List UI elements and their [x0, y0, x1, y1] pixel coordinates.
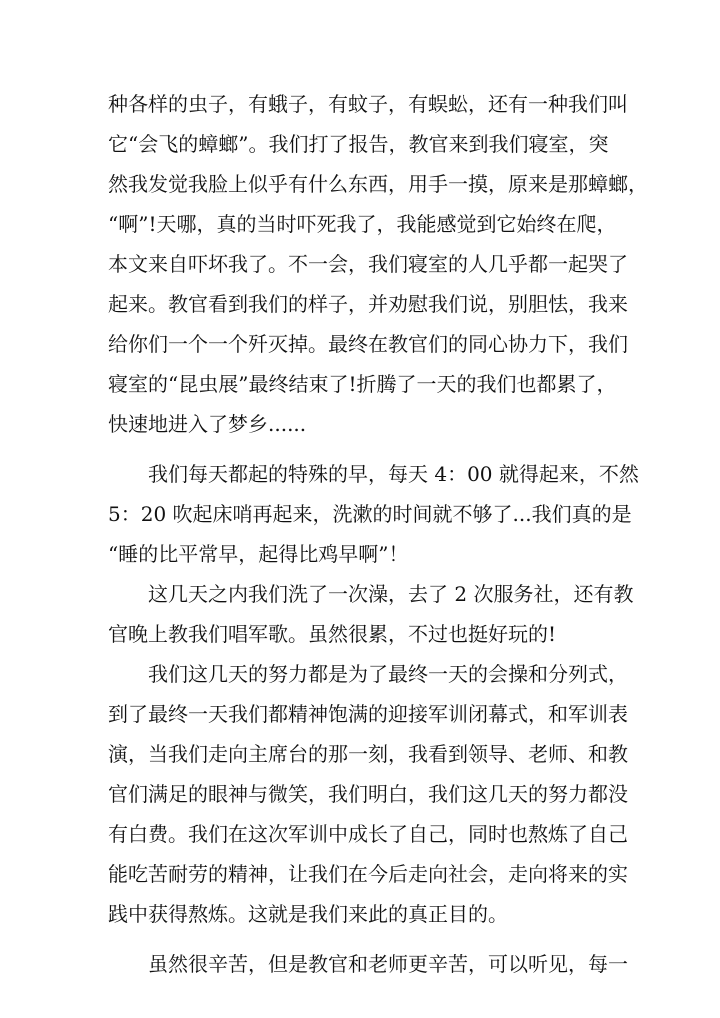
- text-line: 虽然很辛苦，但是教官和老师更辛苦，可以听见，每一: [148, 952, 628, 976]
- text-line: 5：20 吹起床哨再起来，洗漱的时间就不够了...我们真的是: [108, 502, 632, 526]
- text-line: 我们这几天的努力都是为了最终一天的会操和分列式，: [148, 662, 628, 686]
- text-line: “啊”!天哪，真的当时吓死我了，我能感觉到它始终在爬，: [108, 212, 617, 236]
- text-line: 有白费。我们在这次军训中成长了自己，同时也熬炼了自己: [108, 822, 628, 846]
- text-line: 到了最终一天我们都精神饱满的迎接军训闭幕式，和军训表: [108, 702, 628, 726]
- text-line: 能吃苦耐劳的精神，让我们在今后走向社会，走向将来的实: [108, 862, 628, 886]
- text-line: 官们满足的眼神与微笑，我们明白，我们这几天的努力都没: [108, 782, 628, 806]
- text-line: 本文来自吓坏我了。不一会，我们寝室的人几乎都一起哭了: [108, 252, 628, 276]
- text-line: 寝室的“昆虫展”最终结束了!折腾了一天的我们也都累了，: [108, 372, 617, 396]
- text-line: 给你们一个一个歼灭掉。最终在教官们的同心协力下，我们: [108, 332, 628, 356]
- text-line: “睡的比平常早，起得比鸡早啊”！: [108, 542, 409, 566]
- text-line: 践中获得熬炼。这就是我们来此的真正目的。: [108, 902, 508, 926]
- text-line: 官晚上教我们唱军歌。虽然很累，不过也挺好玩的!: [108, 622, 557, 646]
- text-line: 演，当我们走向主席台的那一刻，我看到领导、老师、和教: [108, 742, 628, 766]
- text-line: 这几天之内我们洗了一次澡，去了 2 次服务社，还有教: [148, 582, 634, 606]
- text-line: 快速地进入了梦乡......: [108, 412, 307, 436]
- text-line: 然我发觉我脸上似乎有什么东西，用手一摸，原来是那蟑螂，: [108, 172, 648, 196]
- text-line: 起来。教官看到我们的样子，并劝慰我们说，别胆怯，我来: [108, 292, 628, 316]
- text-line: 种各样的虫子，有蛾子，有蚊子，有蜈蚣，还有一种我们叫: [108, 92, 628, 116]
- text-line: 我们每天都起的特殊的早，每天 4：00 就得起来，不然: [148, 462, 639, 486]
- text-line: 它“会飞的蟑螂”。我们打了报告，教官来到我们寝室，突: [108, 132, 609, 156]
